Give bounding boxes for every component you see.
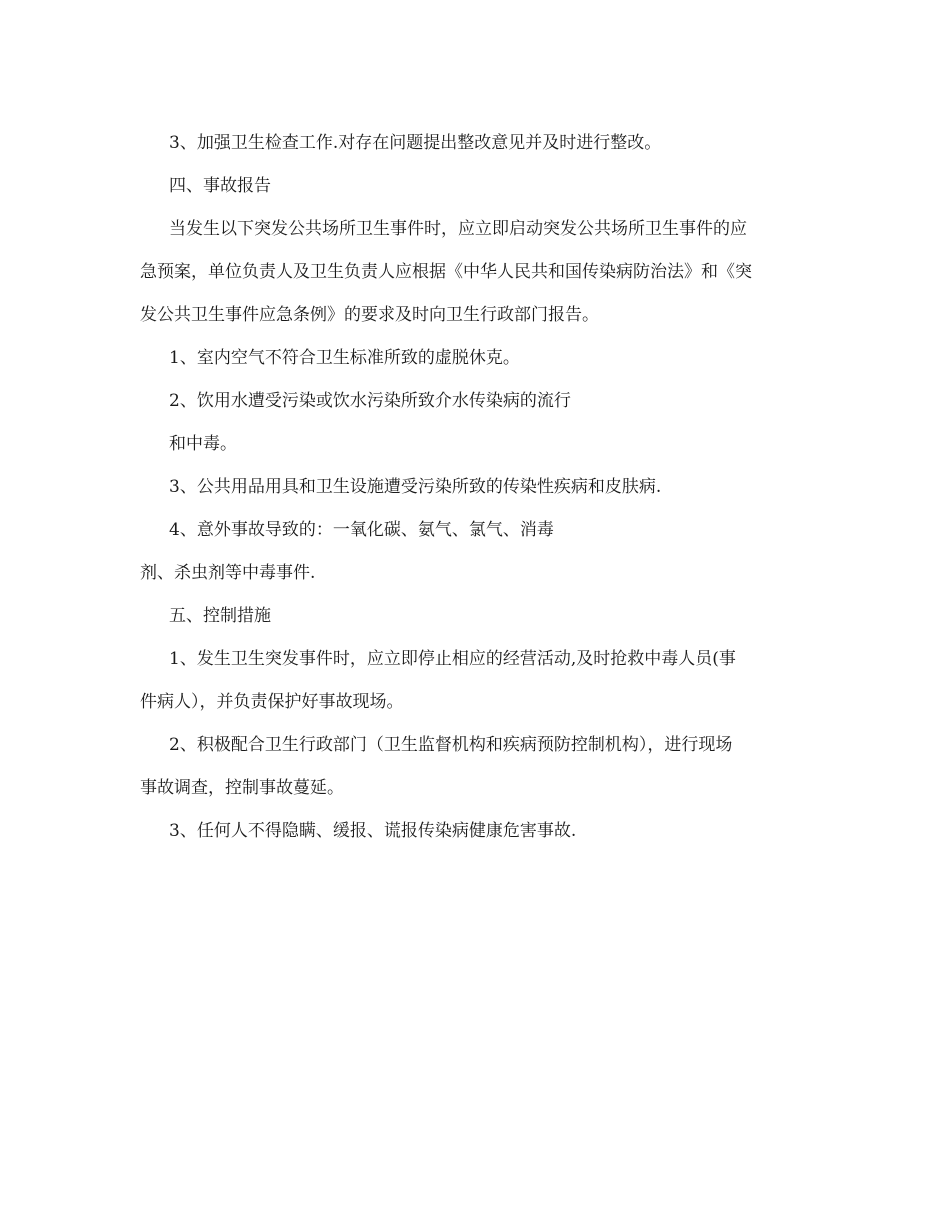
measure-cooperate: 2、积极配合卫生行政部门（卫生监督机构和疾病预防控制机构），进行现场 [169, 735, 733, 755]
measure-cooperate-cont: 事故调查，控制事故蔓延。 [140, 778, 344, 798]
measure-stop-operations: 1、发生卫生突发事件时，应立即停止相应的经营活动,及时抢救中毒人员(事 [169, 649, 736, 669]
section-heading-control-measures: 五、控制措施 [169, 606, 271, 626]
paragraph-report-line-2: 急预案，单位负责人及卫生负责人应根据《中华人民共和国传染病防治法》和《突 [140, 262, 752, 282]
section-heading-accident-report: 四、事故报告 [169, 176, 271, 196]
list-item-accident-poisoning-cont: 剂、杀虫剂等中毒事件. [140, 563, 316, 583]
list-item-drinking-water-cont: 和中毒。 [169, 434, 237, 454]
list-item-indoor-air: 1、室内空气不符合卫生标准所致的虚脱休克。 [169, 348, 520, 368]
list-item-drinking-water: 2、饮用水遭受污染或饮水污染所致介水传染病的流行 [169, 391, 571, 411]
measure-no-concealment: 3、任何人不得隐瞒、缓报、谎报传染病健康危害事故. [169, 821, 577, 841]
list-item-accident-poisoning: 4、意外事故导致的：一氧化碳、氨气、氯气、消毒 [169, 520, 554, 540]
paragraph-report-line-3: 发公共卫生事件应急条例》的要求及时向卫生行政部门报告。 [140, 305, 599, 325]
measure-stop-operations-cont: 件病人），并负责保护好事故现场。 [140, 692, 404, 712]
paragraph-report-line-1: 当发生以下突发公共场所卫生事件时，应立即启动突发公共场所卫生事件的应 [169, 219, 747, 239]
list-item-public-goods: 3、公共用品用具和卫生设施遭受污染所致的传染性疾病和皮肤病. [169, 477, 662, 497]
paragraph-hygiene-inspection: 3、加强卫生检查工作.对存在问题提出整改意见并及时进行整改。 [169, 133, 662, 153]
